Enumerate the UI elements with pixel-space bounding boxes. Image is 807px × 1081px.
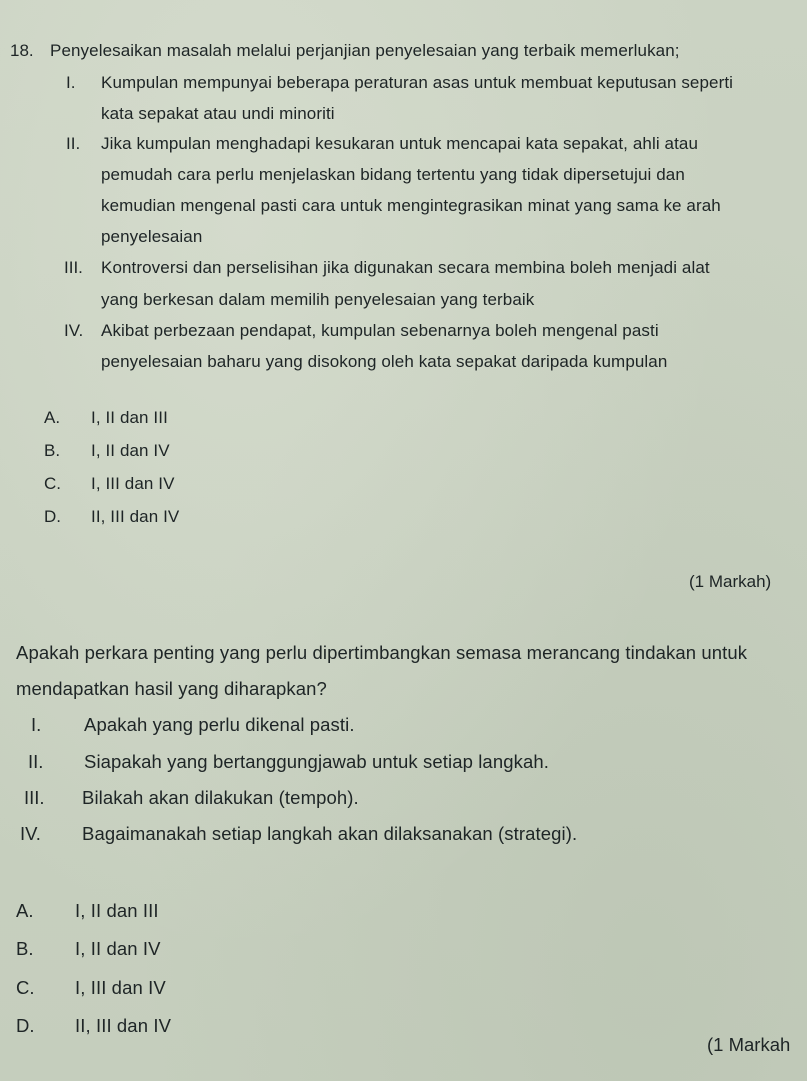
option-letter-c[interactable]: C. <box>44 474 61 493</box>
marks-label: (1 Markah <box>707 1034 791 1055</box>
option-letter-c[interactable]: C. <box>16 977 35 998</box>
option-text-c[interactable]: I, III dan IV <box>91 474 175 493</box>
option-text-b[interactable]: I, II dan IV <box>75 938 161 959</box>
statement-line: pemudah cara perlu menjelaskan bidang tertentu yang tidak dipersetujui dan <box>101 165 685 184</box>
statement-numeral: I. <box>66 73 76 92</box>
statement-line: Kumpulan mempunyai beberapa peraturan asas untuk membuat keputusan seperti <box>101 73 734 92</box>
option-text-c[interactable]: I, III dan IV <box>75 977 166 998</box>
statement-numeral: IV. <box>64 321 84 340</box>
statement-line: Jika kumpulan menghadapi kesukaran untuk mencapai kata sepakat, ahli atau <box>101 134 699 153</box>
question-number: 18. <box>10 41 34 60</box>
statement-line: penyelesaian <box>101 227 203 246</box>
option-text-d[interactable]: II, III dan IV <box>91 507 180 526</box>
option-letter-d[interactable]: D. <box>16 1015 35 1036</box>
statement-text: Siapakah yang bertanggungjawab untuk setiap langkah. <box>84 751 549 772</box>
statement-text: Bagaimanakah setiap langkah akan dilaksanakan (strategi). <box>82 823 578 844</box>
option-text-a[interactable]: I, II dan III <box>75 900 159 921</box>
option-letter-a[interactable]: A. <box>16 900 34 921</box>
statement-numeral: III. <box>64 258 83 277</box>
question-stem-line: Apakah perkara penting yang perlu dipertimbangkan semasa merancang tindakan untuk <box>16 642 748 663</box>
statement-numeral: I. <box>31 714 42 735</box>
statement-line: kata sepakat atau undi minoriti <box>101 104 335 123</box>
option-text-d[interactable]: II, III dan IV <box>75 1015 172 1036</box>
marks-label: (1 Markah) <box>689 572 772 591</box>
option-letter-d[interactable]: D. <box>44 507 61 526</box>
question-stem-line: mendapatkan hasil yang diharapkan? <box>16 678 327 699</box>
option-letter-b[interactable]: B. <box>16 938 34 959</box>
statement-numeral: IV. <box>20 823 41 844</box>
statement-numeral: II. <box>66 134 81 153</box>
option-text-a[interactable]: I, II dan III <box>91 408 168 427</box>
statement-line: kemudian mengenal pasti cara untuk mengintegrasikan minat yang sama ke arah <box>101 196 721 215</box>
statement-text: Bilakah akan dilakukan (tempoh). <box>82 787 359 808</box>
statement-line: penyelesaian baharu yang disokong oleh kata sepakat daripada kumpulan <box>101 352 668 371</box>
statement-numeral: III. <box>24 787 45 808</box>
option-text-b[interactable]: I, II dan IV <box>91 441 170 460</box>
question-stem: Penyelesaikan masalah melalui perjanjian penyelesaian yang terbaik memerlukan; <box>50 41 680 60</box>
statement-line: yang berkesan dalam memilih penyelesaian yang terbaik <box>101 290 535 309</box>
option-letter-a[interactable]: A. <box>44 408 61 427</box>
option-letter-b[interactable]: B. <box>44 441 61 460</box>
statement-numeral: II. <box>28 751 44 772</box>
statement-line: Kontroversi dan perselisihan jika digunakan secara membina boleh menjadi alat <box>101 258 710 277</box>
statement-text: Apakah yang perlu dikenal pasti. <box>84 714 355 735</box>
statement-line: Akibat perbezaan pendapat, kumpulan sebenarnya boleh mengenal pasti <box>101 321 659 340</box>
